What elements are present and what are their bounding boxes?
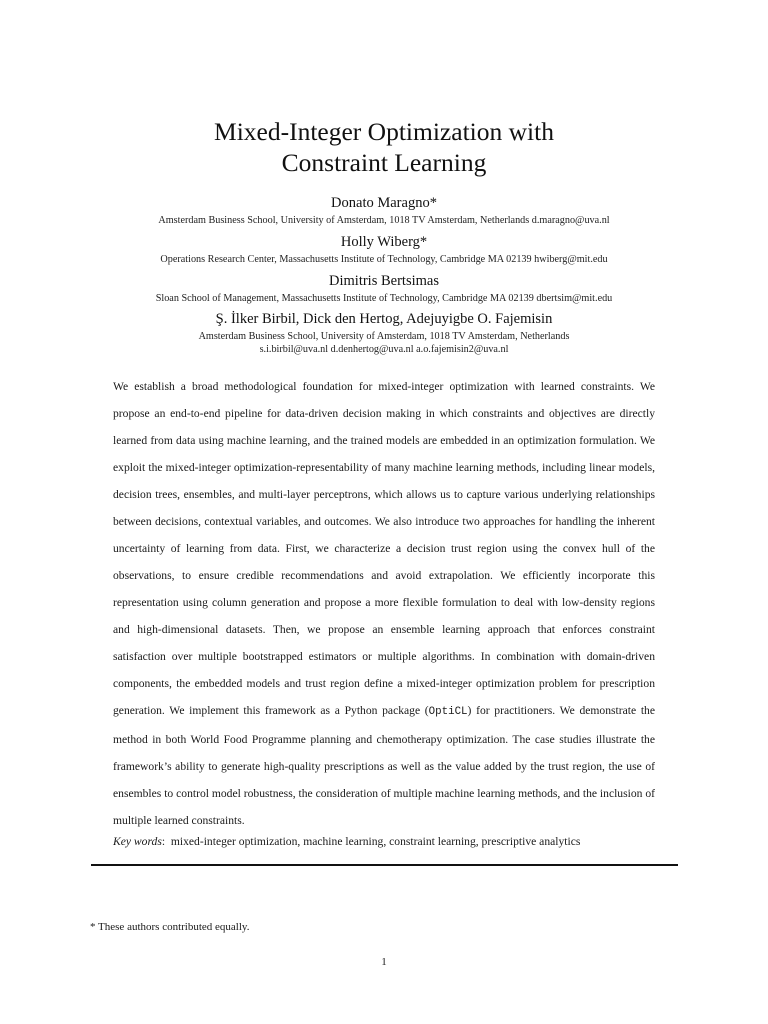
abstract-paragraph xyxy=(113,373,655,834)
abstract-text-continued: ) for practitioners. We demonstrate the method in both World Food Programme planning and chemotherapy optimization. The case studies illustrate the framework’s ability to generate high-quality prescriptions as well as the value added by the trust region, the use of ensembles to control model robustness, the consideration of multiple machine learning methods, and the inclusion of multiple learned constraints. xyxy=(113,704,655,827)
abstract xyxy=(113,373,655,834)
keywords-label: Key words xyxy=(113,835,162,848)
author-name: Donato Maragno* xyxy=(331,195,437,211)
author-affiliation: Operations Research Center, Massachusetts Institute of Technology, Cambridge MA 02139 hwiberg@mit.edu xyxy=(160,254,608,265)
title-line-2: Constraint Learning xyxy=(281,148,487,177)
title-line-1: Mixed-Integer Optimization with xyxy=(214,117,554,146)
author-affiliation: Amsterdam Business School, University of Amsterdam, 1018 TV Amsterdam, Netherlands xyxy=(198,331,570,342)
keywords xyxy=(113,835,673,848)
package-name: OptiCL xyxy=(428,706,468,718)
author-emails: s.i.birbil@uva.nl d.denhertog@uva.nl a.o.fajemisin2@uva.nl xyxy=(259,344,509,355)
paper-title xyxy=(0,116,768,178)
author-name: Dimitris Bertsimas xyxy=(329,273,439,289)
page-number: 1 xyxy=(381,956,387,968)
keywords-list: mixed-integer optimization, machine learning, constraint learning, prescriptive analytics xyxy=(170,835,581,848)
author-name: Ş. İlker Birbil, Dick den Hertog, Adejuyigbe O. Fajemisin xyxy=(215,311,553,327)
author-affiliation: Amsterdam Business School, University of Amsterdam, 1018 TV Amsterdam, Netherlands d.maragno@uva.nl xyxy=(158,215,610,226)
footnote: * These authors contributed equally. xyxy=(90,921,250,933)
keywords-separator: : xyxy=(161,835,166,848)
author-affiliation: Sloan School of Management, Massachusetts Institute of Technology, Cambridge MA 02139 dbertsim@mit.edu xyxy=(155,293,613,304)
section-divider xyxy=(91,864,678,866)
author-name: Holly Wiberg* xyxy=(340,234,428,250)
abstract-text: We establish a broad methodological foundation for mixed-integer optimization with learned constraints. We propose an end-to-end pipeline for data-driven decision making in which constraints and objectives are directly learned from data using machine learning, and the trained models are embedded in an optimization formulation. We exploit the mixed-integer optimization-representability of many machine learning methods, including linear models, decision trees, ensembles, and multi-layer perceptrons, which allows us to capture various underlying relationships between decisions, contextual variables, and outcomes. We also introduce two approaches for handling the inherent uncertainty of learning from data. First, we characterize a decision trust region using the convex hull of the observations, to ensure credible recommendations and avoid extrapolation. We efficiently incorporate this representation using column generation and propose a more flexible formulation to deal with low-density regions and high-dimensional datasets. Then, we propose an ensemble learning approach that enforces constraint satisfaction over multiple bootstrapped estimators or multiple algorithms. In combination with domain-driven components, the embedded models and trust region define a mixed-integer optimization problem for prescription generation. We implement this framework as a Python package ( xyxy=(113,380,655,717)
